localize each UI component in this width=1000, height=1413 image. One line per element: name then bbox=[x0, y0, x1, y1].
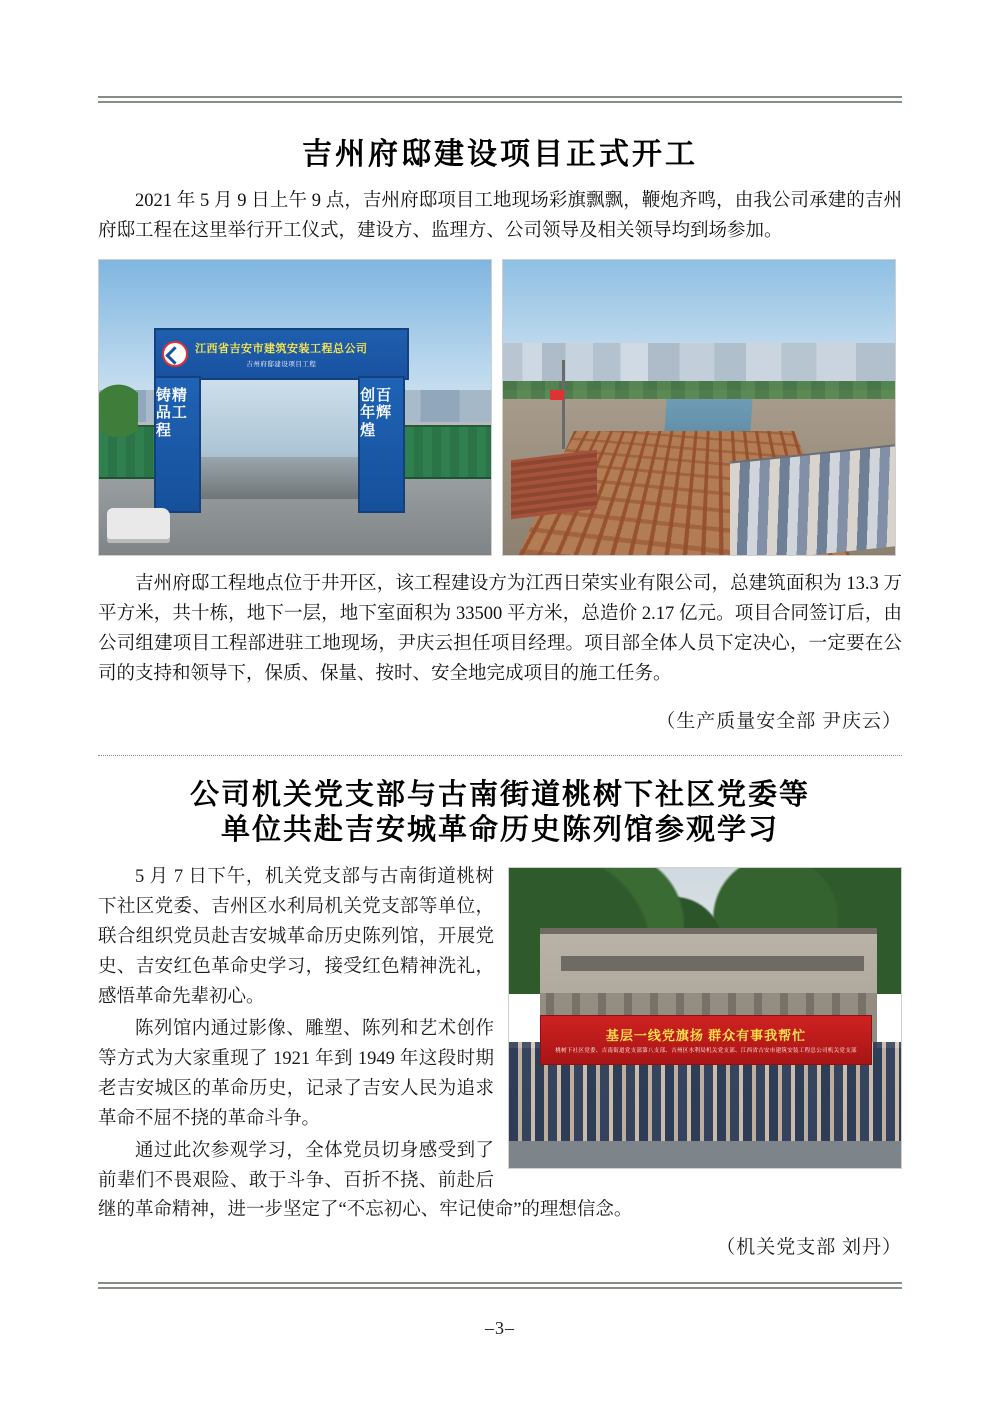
article2-paragraph-1: 5 月 7 日下午，机关党支部与古南街道桃树下社区党委、吉州区水利局机关党支部等单位，联合组织党员赴吉安城革命历史陈列馆，开展党史、吉安红色革命史学习，接受红色精神洗礼，感悟革命先辈初心。 bbox=[98, 866, 494, 1007]
article1-paragraph-1: 2021 年 5 月 9 日上午 9 点，吉州府邸项目工地现场彩旗飘飘，鞭炮齐鸣，由我公司承建的吉州府邸工程在这里举行开工仪式，建设方、监理方、公司领导及相关领导均到场参加。 bbox=[98, 191, 902, 241]
article2-body bbox=[98, 863, 902, 1260]
roadside-tree bbox=[99, 372, 138, 437]
company-logo-icon bbox=[162, 341, 188, 367]
gate-header-board bbox=[154, 328, 409, 380]
article1-photo-row bbox=[98, 259, 902, 556]
article2-signature: （机关党支部 刘丹） bbox=[716, 1237, 902, 1259]
article2-title-line1: 公司机关党支部与古南街道桃树下社区党委等 bbox=[189, 778, 810, 811]
paved-ground bbox=[509, 1141, 901, 1168]
article1-paragraph-2: 吉州府邸工程地点位于井开区，该工程建设方为江西日荣实业有限公司，总建筑面积为 13.3 万平方米，共十栋，地下一层，地下室面积为 33500 平方米，总造价 2.17 亿元。项目合同签订后，由公司组建项目工程部进驻工地现场，尹庆云担任项目经理。项目部全体人员下定决心，一定要在公司的支持和领导下，保质、保量、按时、安全地完成项目的施工任务。 bbox=[98, 573, 902, 684]
article2-title-line2: 单位共赴吉安城革命历史陈列馆参观学习 bbox=[220, 814, 779, 847]
article1-signature: （生产质量安全部 尹庆云） bbox=[656, 710, 902, 732]
top-divider bbox=[98, 96, 902, 103]
gate-opening bbox=[197, 376, 363, 499]
article2-paragraph-2: 陈列馆内通过影像、雕塑、陈列和艺术创作等方式为大家重现了 1921 年到 1949 年这段时期老吉安城区的革命历史，记录了吉安人民为追求革命不屈不挠的革命斗争。 bbox=[98, 1018, 494, 1129]
banner-sub-text: 桃树下社区党委、吉南街道党支部第八支部、吉州区水利局机关党支部、江西省吉安市建筑安装工程总公司机关党支部 bbox=[555, 1048, 857, 1055]
article2-paragraph-3: 通过此次参观学习，全体党员切身感受到了前辈们不畏艰险、敢于斗争、百折不挠、前赴后继的革命精神，进一步坚定了“不忘初心、牢记使命”的理想信念。 bbox=[98, 1140, 633, 1221]
building-roof bbox=[561, 956, 864, 972]
group-photo-exhibition-hall bbox=[508, 867, 902, 1169]
gate-pillar-right: 创百年辉煌 bbox=[358, 376, 405, 513]
red-banner bbox=[540, 1015, 871, 1065]
page-content bbox=[98, 96, 902, 1259]
bottom-divider bbox=[98, 1282, 902, 1289]
brick-pile bbox=[511, 449, 597, 519]
construction-gate-photo bbox=[98, 259, 492, 556]
article1-title: 吉州府邸建设项目正式开工 bbox=[302, 138, 698, 171]
gate-company-name: 江西省吉安市建筑安装工程总公司 bbox=[195, 342, 368, 355]
section-divider bbox=[98, 755, 902, 756]
page-number: –3– bbox=[485, 1318, 515, 1338]
construction-site-photo bbox=[502, 259, 896, 556]
red-flag-icon bbox=[550, 390, 564, 400]
utility-pole bbox=[562, 360, 565, 449]
gate-pillar-left: 铸精品工程 bbox=[154, 376, 201, 513]
parked-car bbox=[107, 508, 170, 543]
banner-main-text: 基层一线党旗扬 群众有事我帮忙 bbox=[605, 1028, 807, 1044]
covering-tarp bbox=[730, 444, 895, 556]
site-gate bbox=[154, 328, 405, 499]
gate-project-name: 吉州府邸建设项目工程 bbox=[246, 360, 317, 368]
